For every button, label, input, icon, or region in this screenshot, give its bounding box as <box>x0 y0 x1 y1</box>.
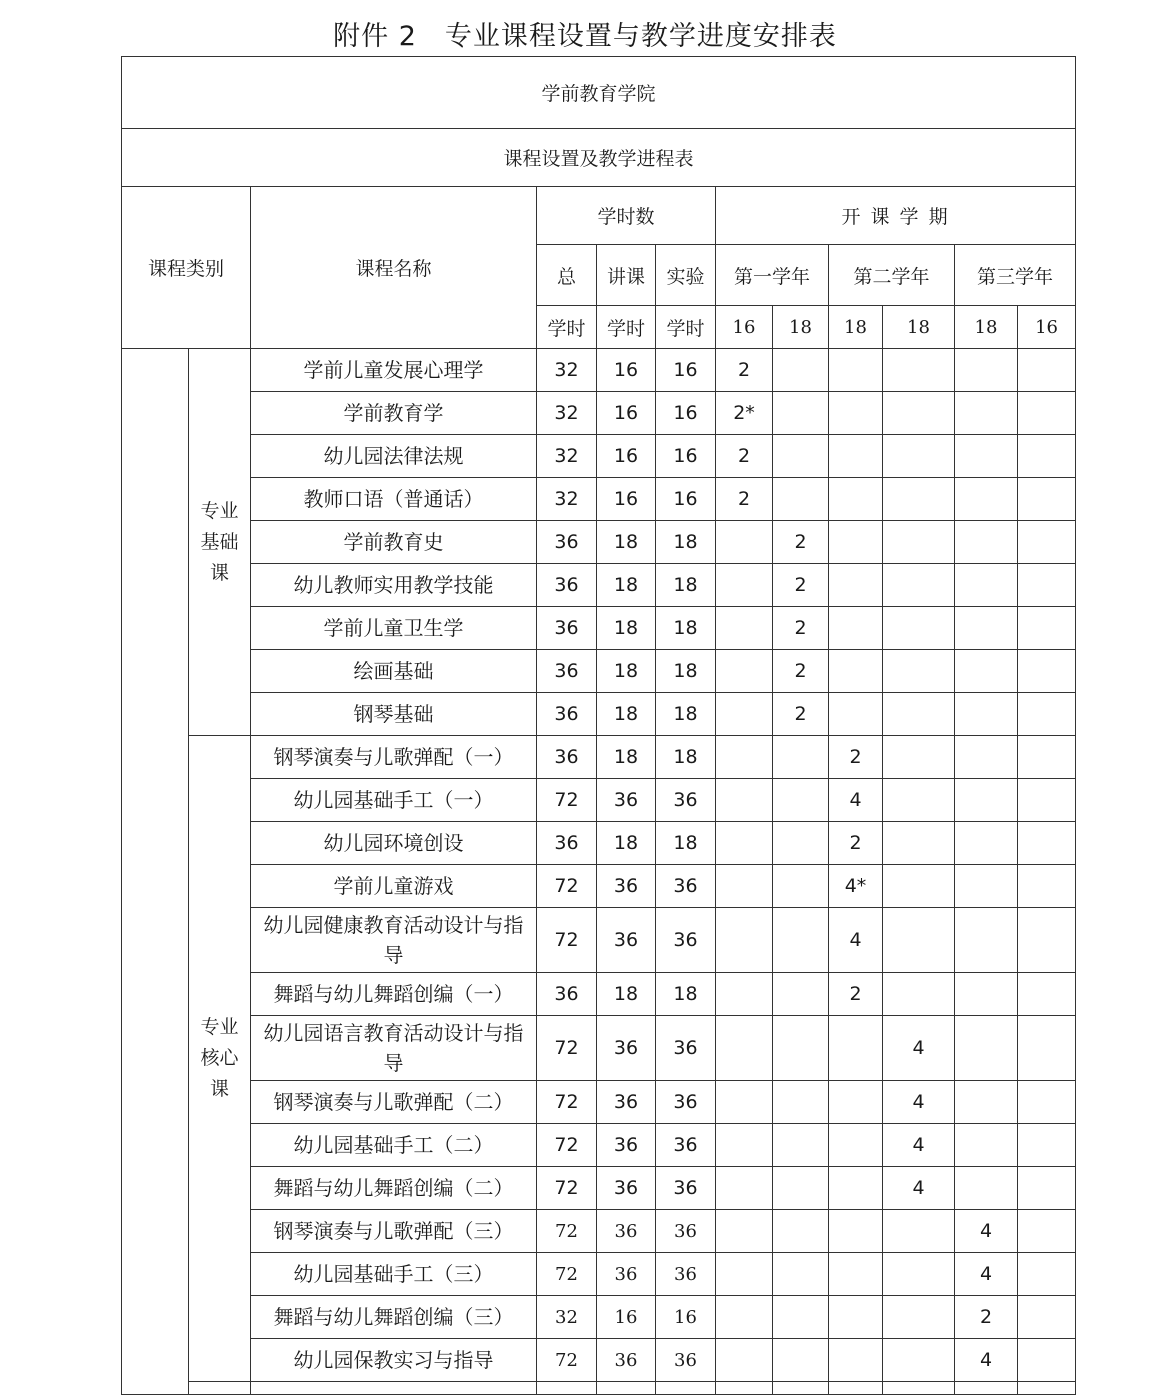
semester-5-weekly-hours <box>955 650 1018 693</box>
semester-4-weekly-hours <box>883 607 955 650</box>
lecture-hours: 36 <box>597 1253 656 1296</box>
semester-6-weekly-hours <box>1018 478 1076 521</box>
table-row <box>122 1339 1076 1382</box>
lecture-hours: 18 <box>597 973 656 1016</box>
semester-6-weekly-hours <box>1018 1167 1076 1210</box>
semester-2-weekly-hours <box>773 865 829 908</box>
semester-6-weekly-hours <box>1018 650 1076 693</box>
semester-1-weekly-hours <box>716 521 773 564</box>
lecture-hours: 18 <box>597 564 656 607</box>
semester-1-weekly-hours <box>716 650 773 693</box>
semester-4-weekly-hours: 4 <box>883 1167 955 1210</box>
semester-1-weekly-hours <box>716 1016 773 1081</box>
total-hours: 72 <box>537 908 597 973</box>
semester-2-weekly-hours <box>773 973 829 1016</box>
empty-cell <box>189 1382 251 1395</box>
table-row <box>122 1016 1076 1081</box>
semester-4-weekly-hours <box>883 908 955 973</box>
course-name: 学前教育学 <box>251 392 537 435</box>
college-name: 学前教育学院 <box>122 57 1076 129</box>
course-name: 舞蹈与幼儿舞蹈创编（三） <box>251 1296 537 1339</box>
semester-2-weekly-hours <box>773 779 829 822</box>
table-row <box>122 908 1076 973</box>
semester-4-weekly-hours <box>883 822 955 865</box>
semester-5-weekly-hours <box>955 1081 1018 1124</box>
semester-5-weekly-hours: 4 <box>955 1339 1018 1382</box>
table-row <box>122 1253 1076 1296</box>
course-name: 幼儿园基础手工（二） <box>251 1124 537 1167</box>
semester-5-weekly-hours <box>955 1167 1018 1210</box>
lecture-hours: 36 <box>597 1016 656 1081</box>
empty-cell <box>597 1382 656 1395</box>
semester-4-weekly-hours: 4 <box>883 1124 955 1167</box>
course-name: 幼儿园基础手工（一） <box>251 779 537 822</box>
semester-2-weekly-hours <box>773 822 829 865</box>
semester-3-weekly-hours: 2 <box>829 822 883 865</box>
lecture-hours: 18 <box>597 822 656 865</box>
empty-cell <box>716 1382 773 1395</box>
total-hours-header-bottom: 学时 <box>537 306 597 349</box>
semester-6-weekly-hours <box>1018 564 1076 607</box>
semester-5-weekly-hours <box>955 521 1018 564</box>
total-hours: 72 <box>537 1016 597 1081</box>
lecture-hours: 18 <box>597 607 656 650</box>
lab-hours: 18 <box>656 650 716 693</box>
table-row <box>122 973 1076 1016</box>
semester-5-weekly-hours: 2 <box>955 1296 1018 1339</box>
course-name: 舞蹈与幼儿舞蹈创编（二） <box>251 1167 537 1210</box>
semester-4-weekly-hours <box>883 736 955 779</box>
year-1-header: 第一学年 <box>716 245 829 306</box>
semester-6-weekly-hours <box>1018 1124 1076 1167</box>
lab-hours: 18 <box>656 822 716 865</box>
semester-3-weekly-hours <box>829 607 883 650</box>
outer-category-cell <box>122 349 189 1395</box>
total-hours: 72 <box>537 1124 597 1167</box>
semester-1-weekly-hours: 2* <box>716 392 773 435</box>
lecture-hours: 36 <box>597 1124 656 1167</box>
semester-6-weekly-hours <box>1018 349 1076 392</box>
semester-5-weekly-hours <box>955 973 1018 1016</box>
course-name: 幼儿园法律法规 <box>251 435 537 478</box>
course-name: 钢琴演奏与儿歌弹配（二） <box>251 1081 537 1124</box>
semester-5-weekly-hours <box>955 564 1018 607</box>
table-row <box>122 693 1076 736</box>
lecture-hours: 18 <box>597 650 656 693</box>
course-name: 幼儿园健康教育活动设计与指导 <box>251 908 537 973</box>
semester-6-weekly-hours <box>1018 607 1076 650</box>
semester-5-weekly-hours <box>955 736 1018 779</box>
semester-3-weekly-hours: 4* <box>829 865 883 908</box>
semester-header: 开 课 学 期 <box>716 187 1076 245</box>
course-name-header: 课程名称 <box>251 187 537 349</box>
lecture-hours: 36 <box>597 865 656 908</box>
table-row <box>122 779 1076 822</box>
semester-5-weekly-hours <box>955 693 1018 736</box>
semester-5-weekly-hours: 4 <box>955 1210 1018 1253</box>
lab-hours: 18 <box>656 607 716 650</box>
semester-2-weekly-hours <box>773 736 829 779</box>
semester-1-weekly-hours: 2 <box>716 349 773 392</box>
table-row <box>122 564 1076 607</box>
semester-6-weekly-hours <box>1018 822 1076 865</box>
semester-3-weekly-hours <box>829 1167 883 1210</box>
semester-3-weekly-hours <box>829 1081 883 1124</box>
total-hours-header-top: 总 <box>537 245 597 306</box>
table-row <box>122 392 1076 435</box>
total-hours: 72 <box>537 1210 597 1253</box>
semester-4-weekly-hours <box>883 521 955 564</box>
semester-1-weekly-hours: 2 <box>716 478 773 521</box>
semester-4-weekly-hours <box>883 1339 955 1382</box>
semester-3-weekly-hours <box>829 1016 883 1081</box>
course-name: 幼儿园保教实习与指导 <box>251 1339 537 1382</box>
lab-hours: 36 <box>656 1124 716 1167</box>
semester-6-weekly-hours <box>1018 693 1076 736</box>
lab-hours: 18 <box>656 973 716 1016</box>
table-row <box>122 435 1076 478</box>
lab-hours: 16 <box>656 1296 716 1339</box>
lab-hours: 18 <box>656 736 716 779</box>
lecture-hours-header-bottom: 学时 <box>597 306 656 349</box>
semester-4-weekly-hours <box>883 1253 955 1296</box>
lecture-hours: 18 <box>597 693 656 736</box>
course-name: 钢琴演奏与儿歌弹配（三） <box>251 1210 537 1253</box>
semester-3-weekly-hours: 2 <box>829 736 883 779</box>
semester-5-weekly-hours <box>955 1016 1018 1081</box>
lab-hours: 16 <box>656 392 716 435</box>
lecture-hours: 36 <box>597 1167 656 1210</box>
total-hours: 72 <box>537 1081 597 1124</box>
total-hours: 36 <box>537 693 597 736</box>
semester-4-weekly-hours <box>883 693 955 736</box>
week-count-s1: 16 <box>716 306 773 349</box>
week-count-s4: 18 <box>883 306 955 349</box>
semester-3-weekly-hours <box>829 435 883 478</box>
semester-1-weekly-hours <box>716 736 773 779</box>
lecture-hours: 18 <box>597 736 656 779</box>
semester-2-weekly-hours <box>773 392 829 435</box>
semester-3-weekly-hours <box>829 1210 883 1253</box>
lab-hours: 36 <box>656 1016 716 1081</box>
table-row <box>122 1210 1076 1253</box>
semester-3-weekly-hours <box>829 1339 883 1382</box>
semester-2-weekly-hours <box>773 1253 829 1296</box>
semester-2-weekly-hours <box>773 1339 829 1382</box>
semester-2-weekly-hours <box>773 1016 829 1081</box>
semester-3-weekly-hours <box>829 349 883 392</box>
lab-hours-header-bottom: 学时 <box>656 306 716 349</box>
empty-cell <box>1018 1382 1076 1395</box>
course-name: 学前儿童卫生学 <box>251 607 537 650</box>
semester-1-weekly-hours <box>716 1124 773 1167</box>
lecture-hours-header-top: 讲课 <box>597 245 656 306</box>
semester-6-weekly-hours <box>1018 908 1076 973</box>
semester-6-weekly-hours <box>1018 1296 1076 1339</box>
semester-2-weekly-hours <box>773 1296 829 1339</box>
lecture-hours: 16 <box>597 435 656 478</box>
week-count-s5: 18 <box>955 306 1018 349</box>
document-title: 附件 2 专业课程设置与教学进度安排表 <box>333 21 837 52</box>
semester-5-weekly-hours <box>955 1124 1018 1167</box>
total-hours: 32 <box>537 392 597 435</box>
semester-1-weekly-hours <box>716 865 773 908</box>
total-hours: 36 <box>537 822 597 865</box>
lab-hours: 36 <box>656 1081 716 1124</box>
total-hours: 36 <box>537 736 597 779</box>
semester-1-weekly-hours <box>716 973 773 1016</box>
total-hours: 72 <box>537 865 597 908</box>
lecture-hours: 16 <box>597 392 656 435</box>
semester-1-weekly-hours <box>716 822 773 865</box>
semester-1-weekly-hours <box>716 693 773 736</box>
semester-4-weekly-hours <box>883 650 955 693</box>
empty-cell <box>773 1382 829 1395</box>
semester-6-weekly-hours <box>1018 1081 1076 1124</box>
lecture-hours: 36 <box>597 1081 656 1124</box>
semester-5-weekly-hours <box>955 392 1018 435</box>
empty-cell <box>537 1382 597 1395</box>
lab-hours: 18 <box>656 564 716 607</box>
lecture-hours: 16 <box>597 349 656 392</box>
week-count-s2: 18 <box>773 306 829 349</box>
semester-4-weekly-hours <box>883 392 955 435</box>
semester-1-weekly-hours <box>716 564 773 607</box>
table-row <box>122 1167 1076 1210</box>
semester-6-weekly-hours <box>1018 392 1076 435</box>
course-name: 舞蹈与幼儿舞蹈创编（一） <box>251 973 537 1016</box>
category-label: 专业 基础 课 <box>189 349 251 736</box>
lecture-hours: 16 <box>597 478 656 521</box>
semester-1-weekly-hours <box>716 1081 773 1124</box>
semester-4-weekly-hours <box>883 349 955 392</box>
semester-2-weekly-hours: 2 <box>773 521 829 564</box>
total-hours: 36 <box>537 607 597 650</box>
total-hours: 36 <box>537 973 597 1016</box>
total-hours: 72 <box>537 1253 597 1296</box>
course-schedule-table <box>121 56 1076 1395</box>
lab-hours: 36 <box>656 908 716 973</box>
lab-hours-header-top: 实验 <box>656 245 716 306</box>
table-row <box>122 1124 1076 1167</box>
semester-1-weekly-hours <box>716 779 773 822</box>
lab-hours: 36 <box>656 1210 716 1253</box>
table-row <box>122 822 1076 865</box>
semester-2-weekly-hours <box>773 1210 829 1253</box>
semester-2-weekly-hours: 2 <box>773 564 829 607</box>
total-hours: 32 <box>537 435 597 478</box>
total-hours: 36 <box>537 521 597 564</box>
table-row <box>122 1296 1076 1339</box>
semester-3-weekly-hours: 4 <box>829 779 883 822</box>
total-hours: 72 <box>537 1339 597 1382</box>
semester-5-weekly-hours <box>955 435 1018 478</box>
lecture-hours: 16 <box>597 1296 656 1339</box>
lab-hours: 36 <box>656 865 716 908</box>
semester-3-weekly-hours <box>829 650 883 693</box>
week-count-s6: 16 <box>1018 306 1076 349</box>
semester-3-weekly-hours: 4 <box>829 908 883 973</box>
semester-3-weekly-hours <box>829 392 883 435</box>
empty-cell <box>656 1382 716 1395</box>
semester-4-weekly-hours: 4 <box>883 1081 955 1124</box>
semester-6-weekly-hours <box>1018 1339 1076 1382</box>
table-row-partial <box>122 1382 1076 1395</box>
semester-2-weekly-hours <box>773 1124 829 1167</box>
table-row <box>122 478 1076 521</box>
total-hours: 36 <box>537 650 597 693</box>
lab-hours: 36 <box>656 1167 716 1210</box>
semester-3-weekly-hours <box>829 521 883 564</box>
semester-2-weekly-hours: 2 <box>773 650 829 693</box>
lecture-hours: 36 <box>597 1339 656 1382</box>
semester-6-weekly-hours <box>1018 779 1076 822</box>
semester-3-weekly-hours: 2 <box>829 973 883 1016</box>
semester-5-weekly-hours <box>955 349 1018 392</box>
lab-hours: 18 <box>656 521 716 564</box>
table-subtitle: 课程设置及教学进程表 <box>122 129 1076 187</box>
semester-5-weekly-hours <box>955 822 1018 865</box>
week-count-s3: 18 <box>829 306 883 349</box>
semester-6-weekly-hours <box>1018 1253 1076 1296</box>
semester-6-weekly-hours <box>1018 521 1076 564</box>
semester-3-weekly-hours <box>829 478 883 521</box>
semester-1-weekly-hours <box>716 607 773 650</box>
year-2-header: 第二学年 <box>829 245 955 306</box>
course-name: 学前儿童发展心理学 <box>251 349 537 392</box>
hours-header: 学时数 <box>537 187 716 245</box>
year-3-header: 第三学年 <box>955 245 1076 306</box>
category-header: 课程类别 <box>122 187 251 349</box>
total-hours: 72 <box>537 779 597 822</box>
semester-2-weekly-hours: 2 <box>773 607 829 650</box>
course-name: 教师口语（普通话） <box>251 478 537 521</box>
semester-5-weekly-hours <box>955 478 1018 521</box>
lab-hours: 16 <box>656 349 716 392</box>
course-name: 钢琴演奏与儿歌弹配（一） <box>251 736 537 779</box>
total-hours: 32 <box>537 349 597 392</box>
total-hours: 72 <box>537 1167 597 1210</box>
empty-cell <box>829 1382 883 1395</box>
semester-1-weekly-hours <box>716 1296 773 1339</box>
semester-6-weekly-hours <box>1018 736 1076 779</box>
semester-1-weekly-hours: 2 <box>716 435 773 478</box>
empty-cell <box>955 1382 1018 1395</box>
semester-1-weekly-hours <box>716 1167 773 1210</box>
semester-6-weekly-hours <box>1018 435 1076 478</box>
semester-4-weekly-hours: 4 <box>883 1016 955 1081</box>
semester-6-weekly-hours <box>1018 973 1076 1016</box>
empty-cell <box>251 1382 537 1395</box>
table-row <box>122 865 1076 908</box>
lab-hours: 36 <box>656 779 716 822</box>
semester-5-weekly-hours <box>955 779 1018 822</box>
lab-hours: 16 <box>656 435 716 478</box>
semester-2-weekly-hours <box>773 1081 829 1124</box>
semester-1-weekly-hours <box>716 1253 773 1296</box>
semester-1-weekly-hours <box>716 908 773 973</box>
semester-2-weekly-hours <box>773 349 829 392</box>
semester-2-weekly-hours <box>773 1167 829 1210</box>
semester-6-weekly-hours <box>1018 1210 1076 1253</box>
semester-3-weekly-hours <box>829 1124 883 1167</box>
course-name: 钢琴基础 <box>251 693 537 736</box>
lecture-hours: 36 <box>597 908 656 973</box>
lecture-hours: 18 <box>597 521 656 564</box>
table-row <box>122 1081 1076 1124</box>
lab-hours: 18 <box>656 693 716 736</box>
lab-hours: 16 <box>656 478 716 521</box>
semester-3-weekly-hours <box>829 1296 883 1339</box>
semester-4-weekly-hours <box>883 1210 955 1253</box>
table-row <box>122 607 1076 650</box>
table-row <box>122 736 1076 779</box>
semester-5-weekly-hours <box>955 607 1018 650</box>
semester-6-weekly-hours <box>1018 1016 1076 1081</box>
semester-3-weekly-hours <box>829 1253 883 1296</box>
course-name: 幼儿教师实用教学技能 <box>251 564 537 607</box>
category-label: 专业 核心 课 <box>189 736 251 1382</box>
semester-4-weekly-hours <box>883 779 955 822</box>
lecture-hours: 36 <box>597 779 656 822</box>
total-hours: 32 <box>537 1296 597 1339</box>
course-name: 幼儿园语言教育活动设计与指导 <box>251 1016 537 1081</box>
total-hours: 32 <box>537 478 597 521</box>
lab-hours: 36 <box>656 1253 716 1296</box>
lab-hours: 36 <box>656 1339 716 1382</box>
semester-2-weekly-hours <box>773 908 829 973</box>
course-name: 幼儿园基础手工（三） <box>251 1253 537 1296</box>
semester-4-weekly-hours <box>883 1296 955 1339</box>
course-name: 学前教育史 <box>251 521 537 564</box>
course-name: 幼儿园环境创设 <box>251 822 537 865</box>
course-name: 绘画基础 <box>251 650 537 693</box>
total-hours: 36 <box>537 564 597 607</box>
semester-4-weekly-hours <box>883 865 955 908</box>
semester-1-weekly-hours <box>716 1339 773 1382</box>
semester-5-weekly-hours: 4 <box>955 1253 1018 1296</box>
semester-2-weekly-hours <box>773 478 829 521</box>
semester-3-weekly-hours <box>829 693 883 736</box>
semester-6-weekly-hours <box>1018 865 1076 908</box>
empty-cell <box>883 1382 955 1395</box>
semester-3-weekly-hours <box>829 564 883 607</box>
lecture-hours: 36 <box>597 1210 656 1253</box>
course-name: 学前儿童游戏 <box>251 865 537 908</box>
semester-1-weekly-hours <box>716 1210 773 1253</box>
semester-4-weekly-hours <box>883 564 955 607</box>
table-row <box>122 349 1076 392</box>
table-row <box>122 650 1076 693</box>
semester-5-weekly-hours <box>955 908 1018 973</box>
semester-4-weekly-hours <box>883 435 955 478</box>
table-row <box>122 521 1076 564</box>
semester-4-weekly-hours <box>883 973 955 1016</box>
semester-4-weekly-hours <box>883 478 955 521</box>
semester-2-weekly-hours: 2 <box>773 693 829 736</box>
semester-2-weekly-hours <box>773 435 829 478</box>
semester-5-weekly-hours <box>955 865 1018 908</box>
